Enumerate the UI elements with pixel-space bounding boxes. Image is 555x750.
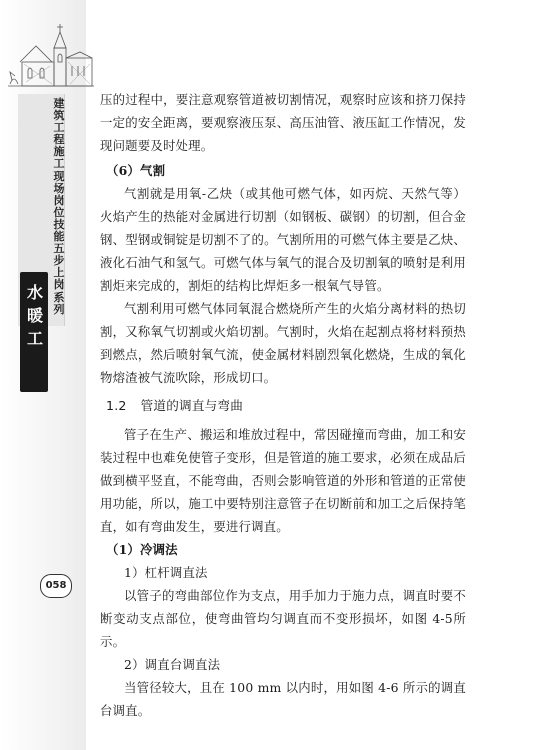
paragraph: 以管子的弯曲部位作为支点，用手加力于施力点，调直时要不断变动支点部位，使弯曲管均匀调直而不变形损坏，如图 4-5所示。 <box>100 588 466 649</box>
paragraph: 压的过程中，要注意观察管道被切割情况，观察时应该和挤刀保持一定的安全距离，要观察液压泵、高压油管、液压缸工作情况，发现问题要及时处理。 <box>100 92 466 153</box>
paragraph: 气割就是用氧-乙炔（或其他可燃气体，如丙烷、天然气等）火焰产生的热能对金属进行切割（如钢板、碳钢）的切割，但合金钢、型钢或铜锭是切割不了的。气割所用的可燃气体主要是乙炔、液化石油气和氢气。可燃气体与氧气的混合及切割氧的喷射是利用割炬来完成的，割炬的结构比焊炬多一根氧气导管。 <box>100 186 466 293</box>
church-sketch-illustration <box>6 22 94 92</box>
section-number: 1.2 <box>106 398 127 413</box>
page-body <box>100 88 466 722</box>
paragraph: 当管径较大，且在 100 mm 以内时，用如图 4-6 所示的调直台调直。 <box>100 680 466 718</box>
book-title: 水暖工 <box>26 283 43 348</box>
section-heading <box>100 394 466 417</box>
paragraph: 管子在生产、搬运和堆放过程中，常因碰撞而弯曲，加工和安装过程中也难免使管子变形，但是管道的施工要求，必须在成品后做到横平竖直，不能弯曲，否则会影响管道的外形和管道的正常使用功能，所以，施工中要特别注意管子在切断前和加工之后保持笔直，如有弯曲发生，要进行调直。 <box>100 427 466 534</box>
series-title: 建筑工程施工现场岗位技能五步上岗系列 <box>53 97 65 316</box>
page-number: 058 <box>40 574 72 598</box>
section-title: 管道的调直与弯曲 <box>140 398 243 413</box>
subheading-table-method: 2）调直台调直法 <box>124 657 221 672</box>
subheading-lever-method: 1）杠杆调直法 <box>124 565 208 580</box>
subheading-gas-cutting: （6）气割 <box>106 163 166 178</box>
paragraph: 气割利用可燃气体同氧混合燃烧所产生的火焰分离材料的热切割，又称氧气切割或火焰切割。气割时，火焰在起割点将材料预热到燃点，然后喷射氧气流，使金属材料剧烈氧化燃烧，生成的氧化物熔渣被气流吹除，形成切口。 <box>100 301 466 385</box>
subheading-cold-straightening: （1）冷调法 <box>106 542 178 557</box>
